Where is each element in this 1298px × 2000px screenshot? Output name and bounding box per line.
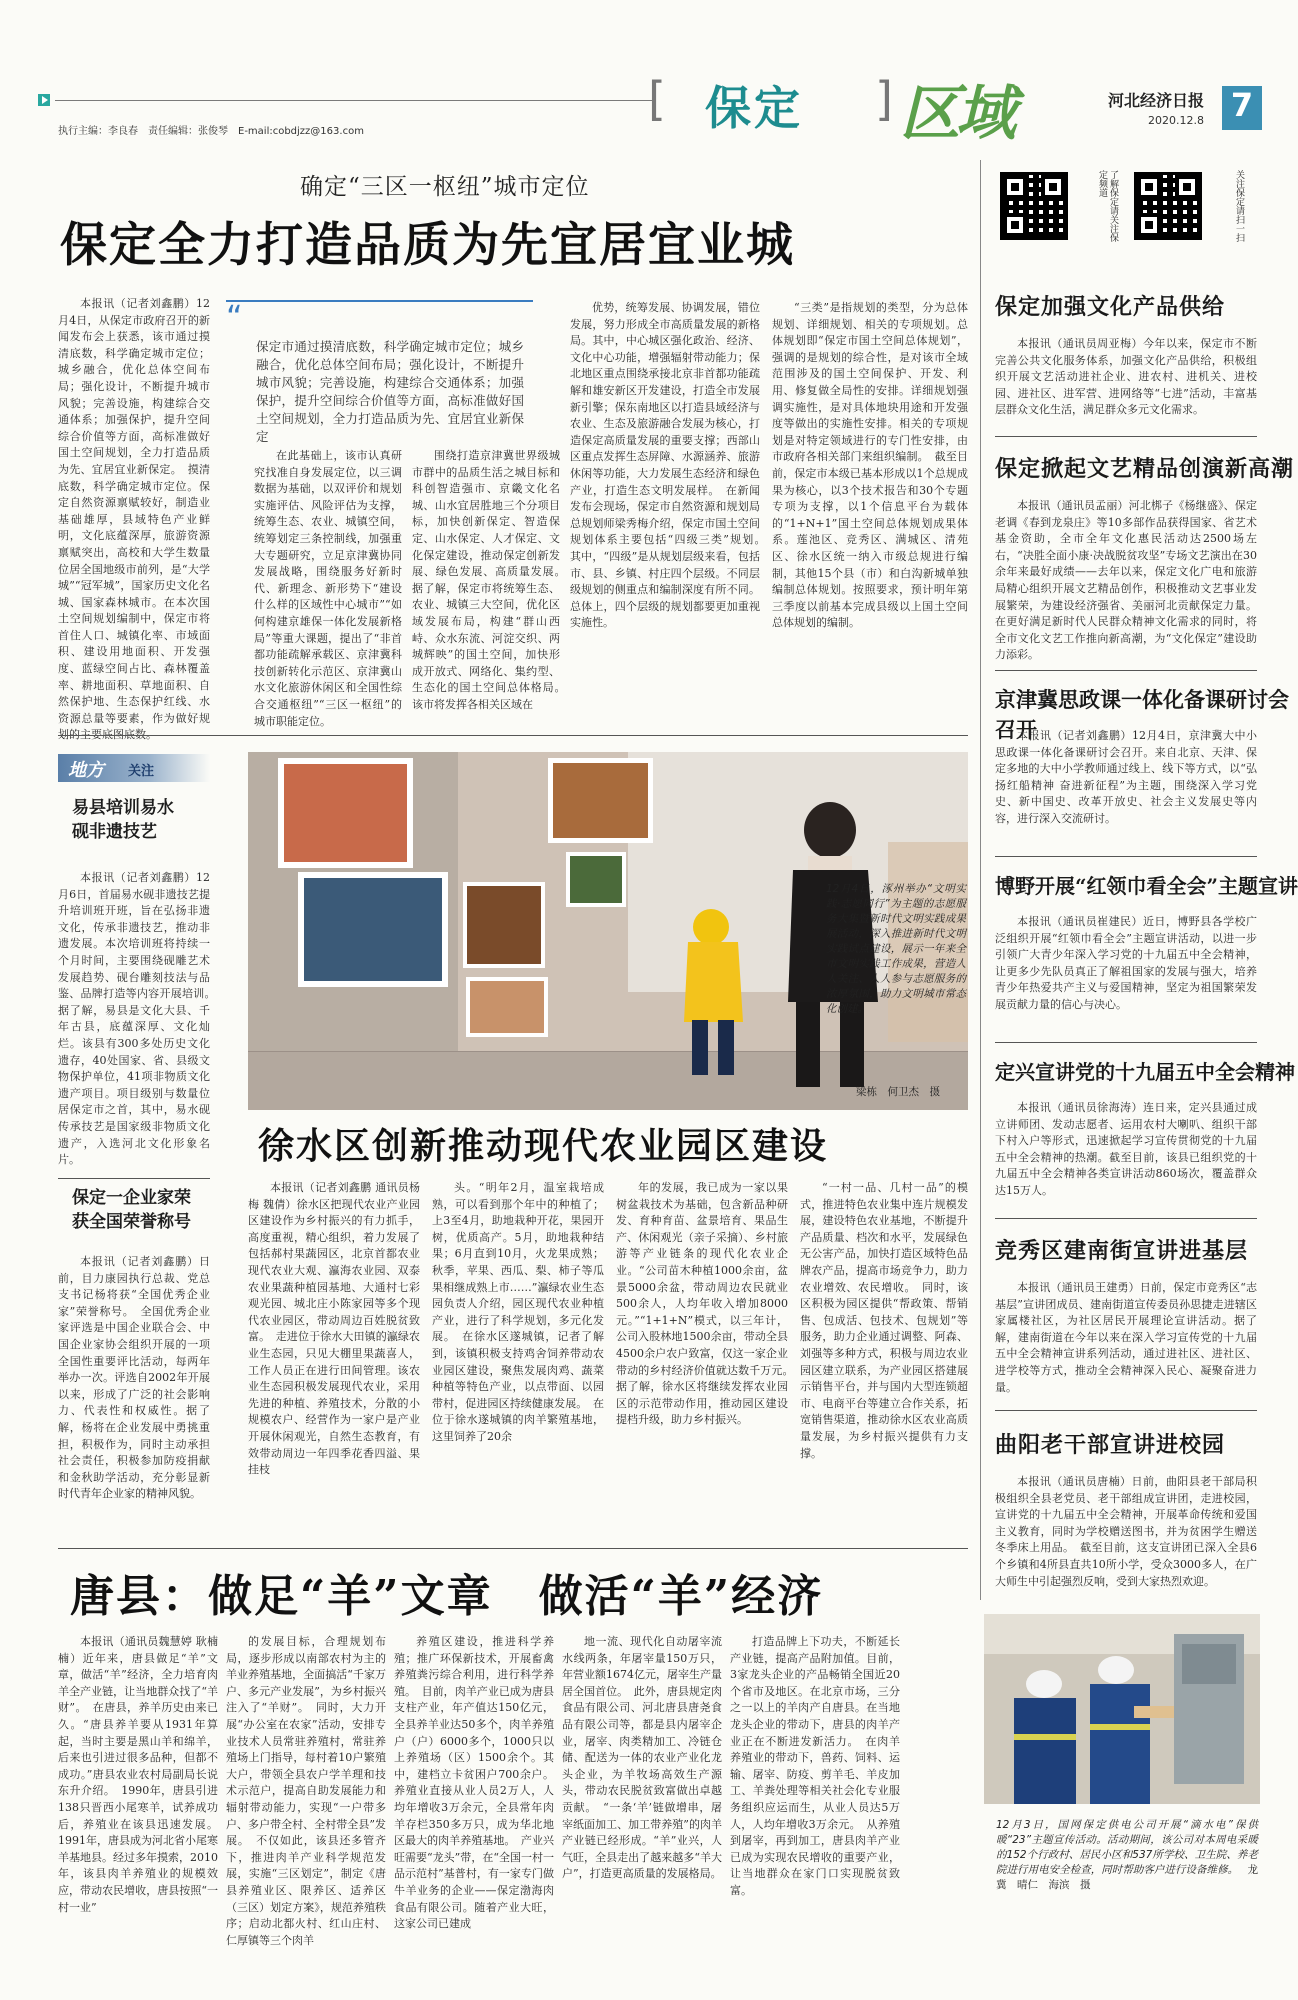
divider-lead-bottom bbox=[58, 735, 968, 736]
xushui-col-3 bbox=[616, 1180, 799, 1542]
lead-col-4-text: 优势，统筹发展、协调发展，错位发展，努力形成全市高质量发展的新格局。其中，中心城区强化政治、经济、文化中心功能，增强辐射带动能力；保北地区重点围绕承接北京非首都功能疏解和雄安新区开发建设，打造全市发展新引擎；保东南地区以打造县域经济与农业、生态及旅游融合发展为核心，打造保定高质量发展的重要支撑；西部山区重点发挥生态屏障、水源涵养、旅游休闲等功能，大力发展生态经济和绿色产业，打造生态文明发展样。 在新闻发布会现场，保定市自然资源和规划局总规划师梁秀梅介绍，保定市国土空间规划体系主要包括“四级三类”规划。 其中，“四级”是从规划层级来看，包括市、县、乡镇、村庄四个层级。不同层级规划的侧重点和编制深度有所不同。总体上，四个层级的规划都要更加重视实施性。 bbox=[570, 301, 771, 630]
quote-icon: “ bbox=[226, 298, 243, 336]
page-arrow-icon-tri bbox=[42, 96, 48, 104]
xushui-col-1 bbox=[248, 1180, 420, 1542]
local-focus-badge-b: 关注 bbox=[128, 764, 155, 779]
tangxian-col-5-text: 打造品牌上下功夫，不断延长产业链，提高产品附加值。目前，3家龙头企业的产品畅销全国近20个省市及地区。在北京市场，三分之一以上的羊肉产自唐县。在当地龙头企业的带动下，唐县的肉羊产业正在不断进发新活力。 在肉羊养殖业的带动下，兽药、饲料、运输、屠宰、防疫、剪羊毛、羊皮加工、羊粪处理等相关社会化专业服务组织应运而生，从业人员达5万人，人均年增收3万余元。 从养殖到屠宰，再到加工，唐县肉羊产业已成为实现农民增收的重要产业，让当地群众在家门口实现脱贫致富。 bbox=[730, 1635, 900, 1897]
lead-summary-box bbox=[226, 298, 533, 444]
lead-col-4 bbox=[570, 300, 771, 722]
tangxian-col-5 bbox=[730, 1634, 900, 1980]
brief-1-body: 本报讯（通讯员周亚梅）今年以来，保定市不断完善公共文化服务体系，加强文化产品供给，积极组织开展文艺活动进社企业、进农村、进机关、进校园、进社区、进军营、进网络等“七进”活动，丰富基层群众文化生活，满足群众多元文化需求。 bbox=[995, 337, 1257, 417]
brief-2-text bbox=[995, 498, 1257, 666]
tangxian-col-1 bbox=[58, 1634, 218, 1980]
local-item-2-title: 保定一企业家荣获全国荣誉称号 bbox=[72, 1188, 191, 1232]
photo-volunteer-fair-caption: 12月4日，涿州举办“文明实践·志愿同行”为主题的志愿服务大集暨新时代文明实践成果展活动，深入推进新时代文明实践试点建设，展示一年来全市文明实践工作成果，营造人人关注、人人参与志愿服务的浓厚氛围，助力文明城市常态化创建。 bbox=[826, 883, 966, 1015]
section-label-quyu: 区域 bbox=[900, 79, 1012, 149]
qr-code-right bbox=[1134, 172, 1202, 240]
tangxian-col-2 bbox=[226, 1634, 386, 1980]
photo-power-workers-caption-text: 12月3日，国网保定供电公司开展“滴水电”保供暖“23”主题宣传活动。活动期间，该公司对本周电采暖的152个行政村、居民小区和537所学校、卫生院、养老院进行用电安全检查，同时帮助客户进行设备维修。 bbox=[996, 1819, 1258, 1876]
brief-6-title: 竞秀区建南街宣讲进基层 bbox=[995, 1238, 1249, 1264]
page-number: 7 bbox=[1230, 86, 1254, 124]
brief-4-title: 博野开展“红领巾看全会”主题宣讲 bbox=[995, 874, 1298, 898]
local-item-2-body: 本报讯（记者刘鑫鹏）日前，目力康园执行总裁、党总支书记杨将获“全国优秀企业家”荣誉称号。 全国优秀企业家评选是中国企业联合会、中国企业家协会组织开展的一项全国性重要评比活动，每两年举办一次。评选自2002年开展以来，形成了广泛的社会影响力、代表性和权威性。据了解，杨将在企业发展中勇挑重担，积极作为，同时主动承担社会责任，积极参加防疫捐献和金秋助学活动，充分彰显新时代青年企业家的精神风貌。 bbox=[58, 1255, 210, 1501]
divider-brief-4 bbox=[995, 1042, 1257, 1043]
photo-power-workers-credit: 龙冀 晴仁 海滨 摄 bbox=[996, 1864, 1259, 1891]
tangxian-col-4-text: 地一流、现代化自动屠宰流水线两条，年屠宰量150万只，年营业额1674亿元，屠宰生产量居全国首位。 此外，唐县规定肉食品有限公司、河北唐县唐尧食品有限公司等，都是县内屠宰企业，屠宰、肉类精加工、冷链仓储、配送为一体的农业产业化龙头企业，为羊牧场高效生产源头，带动农民脱贫致富做出卓越贡献。 “一条‘羊’链做增串，屠宰纸面加工、加工带养殖”的肉羊产业链已经形成。“羊”业兴，人气旺，全县走出了越来越多“羊大户”，打造更高质量的发展格局。 bbox=[562, 1635, 722, 1881]
local-item-2-text bbox=[58, 1254, 210, 1540]
brief-4-text bbox=[995, 914, 1257, 1040]
local-item-1-body: 本报讯（记者刘鑫鹏）12月6日，首届易水砚非遗技艺提升培训班开班，旨在弘扬非遗文化，传承非遗技艺，推动非遗发展。本次培训班将持续一个月时间，主要围绕砚雕艺术发展趋势、砚台雕刻技法与品鉴、品牌打造等内容开展培训。 据了解，易县是文化大县、千年古县，底蕴深厚、文化灿烂。该县有300多处历史文化遗存，40处国家、省、县级文物保护单位，41项非物质文化遗产项目。项目级别与数量位居保定市之首，其中，易水砚传承技艺是国家级非物质文化遗产，入选河北文化形象名片。 bbox=[58, 871, 221, 1167]
brief-5-body: 本报讯（通讯员徐海涛）连日来，定兴县通过成立讲师团、发动志愿者、运用农村大喇叭、组织干部下村入户等形式，迅速掀起学习宣传贯彻党的十九届五中全会精神的热潮。截至目前，该县已组织党的十九届五中全会精神各类宣讲活动860场次，覆盖群众达15万人。 bbox=[995, 1101, 1257, 1197]
tangxian-col-1-text: 本报讯（通讯员魏慧婷 耿楠楠）近年来，唐县做足“羊”文章，做活“羊”经济，全力培育肉羊全产业链，让当地群众找了“羊财”。 在唐县，养羊历史由来已久。“唐县养羊要从1931年算起，当时主要是黑山羊和绵羊，后来也引进过很多品种，但都不成功。”唐县农业农村局副局长说东升介绍。 1990年，唐县引进138只晋西小尾寒羊，试养成功后，养殖业在该县迅速发展。1991年，唐县成为河北省小尾寒羊基地县。经过多年摸索，2010年，该县肉羊养殖业的规模效应，带动农民增收，唐县按照“一村一业” bbox=[58, 1635, 218, 1914]
photo-volunteer-fair-credit: 梁栋 何卫杰 摄 bbox=[856, 1086, 940, 1098]
brief-2-title: 保定掀起文艺精品创演新高潮 bbox=[995, 456, 1295, 482]
editors-line: 执行主编：李良春 责任编辑：张俊琴 E-mail:cobdjzz@163.com bbox=[58, 126, 364, 137]
lead-col-5-text: “三类”是指规划的类型，分为总体规划、详细规划、相关的专项规划。总体规划即“保定市国土空间总体规划”，强调的是规划的综合性，是对该市全域范围涉及的国土空间保护、开发、利用、修复做全局性的安排。详细规划强调实施性，是对具体地块用途和开发强度等做出的实施性安排。相关的专项规划是对特定领域进行的专门性安排，由市政府各相关部门来组织编制。 截至目前，保定市本级已基本形成以1个总规成果为核心，以3个技术报告和30个专题专项为支撑，以1个信息平台为载体的“1+N+1”国土空间总体规划成果体系。莲池区、竞秀区、满城区、清苑区、徐水区统一纳入市级总规进行编制，其他15个县（市）和白沟新城单独编制总体规划。按照要求，预计明年第三季度以前基本完成县级以上国土空间总体规划的编制。 bbox=[772, 301, 968, 630]
lead-col-5 bbox=[772, 300, 968, 722]
lead-col-3-text: 围绕打造京津冀世界级城市群中的品质生活之城目标和科创智造强市、京畿文化名城、山水宜居胜地三个分项目标，加快创新保定、智造保定、山水保定、人才保定、文化保定建设，推动保定创新发展、绿色发展、高质量发展。 据了解，保定市将统筹生态、农业、城镇三大空间，优化区域发展布局，构建“群山西峙、众水东流、河淀交织、两城辉映”的国土空间，加快形成开放式、网络化、集约型、生态化的国土空间总体格局。 该市将发挥各相关区域在 bbox=[412, 449, 571, 711]
photo-power-workers-art bbox=[984, 1614, 1260, 1804]
tangxian-headline: 唐县：做足“羊”文章 做活“羊”经济 bbox=[70, 1571, 824, 1622]
divider-right-column bbox=[980, 160, 981, 1600]
brief-4-body: 本报讯（通讯员崔建民）近日，博野县各学校广泛组织开展“红领巾看全会”主题宣讲活动，以进一步引领广大青少年深入学习党的十九届五中全会精神，让更多少先队员真正了解祖国家的发展与强大，培养青少年热爱共产主义与爱国精神，坚定为祖国繁荣发展贡献力量的信心与决心。 bbox=[995, 915, 1257, 1011]
xushui-col-2-text: 头。“明年2月，温室栽培成熟，可以看到那个年中的种植了；上3至4月，助地栽种开花，果园开树，优质高产。5月，助地栽种结果；6月直到10月，火龙果成熟；秋季，苹果、西瓜、梨、柿子等瓜果相继成熟上市……”瀛绿农业生态园负责人介绍，园区现代农业种植产业，进行了科学规划，多元化发展。 在徐水区遂城镇，记者了解到，该镇积极支持鸡舍饲养带动农业园区建设，聚焦发展肉鸡、蔬菜种植等特色产业，以点带面、以园带村，促进园区持续健康发展。 在位于徐水遂城镇的肉羊繁殖基地，这里饲养了20余 bbox=[432, 1181, 604, 1443]
masthead-rule bbox=[55, 100, 655, 101]
divider-brief-2 bbox=[995, 670, 1257, 671]
brief-2-body: 本报讯（通讯员孟丽）河北梆子《杨继盛》、保定老调《春到龙泉庄》等10多部作品获得国家、省艺术基金资助，全市全年文化惠民活动达2500场左右，“决胜全面小康·决战脱贫攻坚”专场文艺演出在30余年来最好成绩——去年以来，保定文化广电和旅游局精心组织开展文艺精品创作，积极推动文艺事业发展繁荣，为建设经济强省、美丽河北贡献保定力量。在更好满足新时代人民群众精神文化需求的同时，将全市文化文艺工作推向新高潮，为“文化保定”建设助力添彩。 bbox=[995, 499, 1257, 662]
tangxian-col-2-text: 的发展目标，合理规划布局，逐步形成以南部农村为主的羊业养殖基地，全面搞活“千家万户、多元产业发展”，为乡村振兴注入了“羊财”。 同时，大力开展“办公室在农家”活动，安排专业技术人员常驻养殖村，常驻养殖场上门指导，每村着10户繁殖大户，带领全县农户学羊理和技术示范户，提高自助发展能力和辐射带动能力，实现“一户带多户、多户带全村、全村带全县”发展。 不仅如此，该县还多管齐下，推进肉羊产业科学规范发展，实施“三区划定”，制定《唐县养殖业区、限养区、适养区（三区）划定方案》，规范养殖秩序；启动北都火村、红山庄村、仁厚镇等三个肉羊 bbox=[226, 1635, 386, 1947]
divider-xushui-bottom bbox=[58, 1548, 968, 1549]
lead-kicker: 确定“三区一枢纽”城市定位 bbox=[300, 174, 590, 200]
divider-local-1 bbox=[58, 1178, 210, 1179]
lead-col-1-text: 本报讯（记者刘鑫鹏）12月4日，从保定市政府召开的新闻发布会上获悉，该市通过摸清底数，科学确定城市定位；城乡融合，优化总体空间布局；强化设计，不断提升城市风貌；完善设施，构建综合交通体系；加强保护，提升空间综合价值等方面，高标准做好国土空间规划，全力打造品质为先、宜居宜业新保定。 摸清底数，科学确定城市定位。保定自然资源禀赋较好，制造业基础雄厚，县域特色产业鲜明，文化底蕴深厚，旅游资源禀赋突出，高校和大学生数量位居全国地级市前列，是“大学城”“冠军城”，国家历史文化名城、国家森林城市。在本次国土空间规划编制中，保定市将首住人口、城镇化率、市域面积、建设用地面积、开发强度、蓝绿空间占比、森林覆盖率、耕地面积、草地面积、自然保护地、生态保护红线、水资源总量等要素，作为做好规划的主要底图底数。 bbox=[58, 297, 210, 742]
masthead bbox=[0, 60, 1298, 149]
brief-7-body: 本报讯（通讯员唐楠）日前，曲阳县老干部局积极组织全县老党员、老干部组成宣讲团，走进校园，宣讲党的十九届五中全会精神，开展革命传统和爱国主义教育，同时为学校赠送图书，并为贫困学生赠送冬季床上用品。 截至目前，这支宣讲团已深入全县6个乡镇和4所县直共10所小学，受众3000多人，在广大师生中引起强烈反响，受到大家热烈欢迎。 bbox=[995, 1475, 1257, 1588]
brief-7-text bbox=[995, 1474, 1257, 1614]
lead-col-3 bbox=[412, 448, 571, 722]
newspaper-name: 河北经济日报 bbox=[1108, 91, 1205, 110]
local-item-1-title: 易县培训易水砚非遗技艺 bbox=[72, 798, 174, 842]
local-focus-badge bbox=[58, 754, 210, 782]
brief-1-title: 保定加强文化产品供给 bbox=[995, 294, 1226, 320]
xushui-col-3-text: 年的发展，我已成为一家以果树盆栽技术为基础，包含新品种研发、育种育苗、盆景培育、果品生产、休闲观光（亲子采摘）、乡村旅游等产业链条的现代化农业企业。“公司苗木种植1000余亩，盆景5000余盆，带动周边农民就业500余人，人均年收入增加8000元。”“1+1+N”模式，以三年计，公司入股林地1500余亩，带动全县4500余户农户致富，仅这一家企业带动的乡村经济价值就达数千万元。 据了解，徐水区将继续发挥农业园区的示范带动作用，推动园区建设提档升级，助力乡村振兴。 bbox=[616, 1181, 799, 1427]
local-focus-badge-a: 地方 bbox=[68, 760, 104, 781]
brief-6-body: 本报讯（通讯员王建勇）日前，保定市竞秀区“志基层”宣讲团成员、建南街道宣传委员孙思捷走进辖区家属楼社区，为社区居民开展理论宣讲活动。据了解，建南街道在今年以来在深入学习宣传党的十九届五中全会精神宣讲系列活动，通过进社区、进社区、进学校等方式，推动全会精神深入民心、凝聚奋进力量。 bbox=[995, 1281, 1257, 1394]
lead-col-1 bbox=[58, 296, 210, 742]
xushui-headline: 徐水区创新推动现代农业园区建设 bbox=[258, 1125, 829, 1167]
tangxian-col-4 bbox=[562, 1634, 722, 1980]
section-bracket-right: ] bbox=[875, 72, 893, 126]
brief-6-text bbox=[995, 1280, 1257, 1400]
xushui-col-2 bbox=[432, 1180, 604, 1542]
brief-7-title: 曲阳老干部宣讲进校园 bbox=[995, 1432, 1226, 1458]
brief-1-text bbox=[995, 336, 1257, 426]
lead-col-2-text: 在此基础上，该市认真研究找准自身发展定位，以三调数据为基础，以双评价和规划实施评估、风险评估为支撑，统筹生态、农业、城镇空间，统筹划定三条控制线，加强重大专题研究，立足京津冀协同发展战略，围绕服务好新时代、新理念、新形势下“建设什么样的区域性中心城市”“如何构建京雄保一体化发展新格局”等重大课题，提出了“非首都功能疏解承载区、京津冀科技创新转化示范区、京津冀山水文化旅游休闲区和全国性综合交通枢纽”“三区一枢纽”的城市职能定位。 bbox=[254, 449, 402, 728]
divider-brief-3 bbox=[995, 856, 1257, 857]
xushui-col-1-text: 本报讯（记者刘鑫鹏 通讯员杨梅 魏倩）徐水区把现代农业产业园区建设作为乡村振兴的有力抓手，高度重视，精心组织，着力发展了包括郝村果蔬园区，北京首都农业现代农业大观、瀛海农业园、双泰农业果蔬种植园基地、大通村七彩观光园、城北庄小陈家园等多个现代农业园区，带动周边百姓脱贫致富。 走进位于徐水大田镇的瀛绿农业生态园，只见大棚里果蔬喜人，工作人员正在进行田间管理。该农业生态园积极发展现代农业，采用先进的种植、养殖技术，分散的小规模农户、经营作为一家户是产业开展休闲观光，自然生态教育，有效带动周边一年四季花香四溢、果挂枝 bbox=[248, 1181, 420, 1477]
tangxian-col-3-text: 养殖区建设，推进科学养殖；推广环保新技术，开展畜禽养殖粪污综合利用，进行科学养殖。 目前，肉羊产业已成为唐县支柱产业，年产值达150亿元，全县养羊业达50多个，肉羊养殖户（户）6000多个，1000只以上养殖场（区）1500余个。其中，建档立卡贫困户700余户。养殖业直接从业人员2万人，人均年增收3万余元，全县常年肉羊存栏350多万只，成为华北地区最大的肉羊养殖基地。 产业兴旺需要“龙头”带，在“全国一村一品示范村”基普村，有一家专门做牛羊业务的企业——保定渤海肉食品有限公司。随着产业大旺，这家公司已建成 bbox=[394, 1635, 554, 1931]
issue-date: 2020.12.8 bbox=[1148, 114, 1204, 127]
section-bracket-left: [ bbox=[648, 72, 666, 126]
qr-right-label: 关注保定请扫一扫 bbox=[1234, 170, 1244, 242]
qr-left-label: 了解保定请关注保定频道 bbox=[1097, 170, 1118, 242]
brief-3-body: 本报讯（记者刘鑫鹏）12月4日，京津冀大中小思政课一体化备课研讨会召开。来自北京、天津、保定多地的大中小学教师通过线上、线下等方式，以“弘扬红船精神 奋进新征程”为主题，围绕深入学习党史、新中国史、改革开放史、社会主义发展史等内容，进行深入交流研讨。 bbox=[995, 729, 1257, 825]
brief-3-text bbox=[995, 728, 1257, 838]
divider-brief-6 bbox=[995, 1410, 1257, 1411]
photo-power-workers-caption bbox=[996, 1818, 1258, 1893]
brief-5-text bbox=[995, 1100, 1257, 1210]
xushui-col-4-text: “一村一品、几村一品”的模式，推进特色农业集中连片规模发展，建设特色农业基地，不断提升产品质量、档次和水平，发展绿色无公害产品，加快打造区域特色品牌农产品，提高市场竞争力，助力农业增效、农民增收。 同时，该区积极为园区提供“帮政策、帮销售、包成活、包技术、包规划”等服务，助力企业通过调整、阿森、刘强等多种方式，积极与周边农业园区建立联系，为产业园区搭建展示销售平台，并与国内大型连锁超市、电商平台等建立合作关系，拓宽销售渠道，推动徐水区农业高质量发展，为乡村振兴提供有力支撑。 bbox=[800, 1181, 968, 1460]
local-item-1-text bbox=[58, 870, 221, 1170]
tangxian-col-3 bbox=[394, 1634, 554, 1980]
lead-headline: 保定全力打造品质为先宜居宜业城 bbox=[60, 218, 795, 273]
divider-brief-5 bbox=[995, 1218, 1257, 1219]
lead-summary-text: 保定市通过摸清底数，科学确定城市定位；城乡融合，优化总体空间布局；强化设计，不断提升城市风貌；完善设施，构建综合交通体系；加强保护，提升空间综合价值等方面，高标准做好国土空间规划，全力打造品质为先、宜居宜业新保定 bbox=[256, 339, 524, 444]
brief-3-title: 京津冀思政课一体化备课研讨会召开 bbox=[995, 687, 1289, 742]
xushui-col-4 bbox=[800, 1180, 968, 1542]
qr-code-left bbox=[1000, 172, 1068, 240]
lead-col-2 bbox=[254, 448, 402, 728]
section-label-baoding: 保定 bbox=[705, 81, 803, 135]
photo-power-workers bbox=[984, 1614, 1260, 1804]
brief-5-title: 定兴宣讲党的十九届五中全会精神 bbox=[995, 1060, 1295, 1084]
divider-brief-1 bbox=[995, 436, 1257, 437]
